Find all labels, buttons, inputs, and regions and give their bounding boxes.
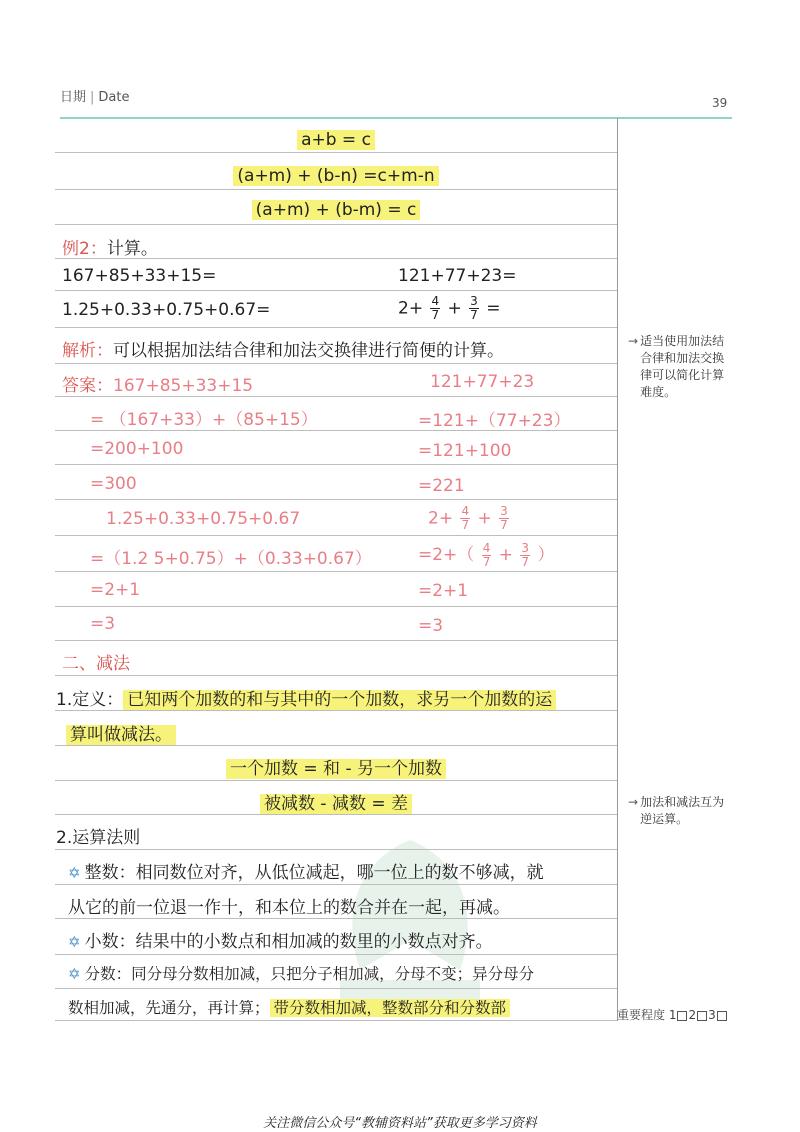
formula-2-text: (a+m) + (b-n) =c+m-n bbox=[233, 166, 438, 186]
answer-right-4: =221 bbox=[418, 476, 465, 496]
fraction-4-7 bbox=[460, 505, 470, 532]
ruled-line bbox=[55, 464, 617, 465]
side-note-1-text: 适当使用加法结合律和加法交换律可以简化计算难度。 bbox=[640, 334, 725, 399]
question-4 bbox=[398, 295, 500, 322]
rule-fraction-text-1: 分数：同分母分数相加减，只把分子相加减，分母不变；异分母分 bbox=[84, 965, 535, 983]
answer-left-7: =2+1 bbox=[90, 580, 141, 600]
answer-right-3: =121+100 bbox=[418, 441, 512, 461]
answer-label: 答案： bbox=[62, 376, 113, 396]
checkbox-icon[interactable] bbox=[677, 1011, 687, 1021]
divider: | bbox=[90, 90, 95, 105]
answer-left-8: =3 bbox=[90, 614, 116, 634]
ruled-line bbox=[55, 988, 617, 989]
fraction-numerator: 4 bbox=[482, 540, 491, 555]
answer-right-6 bbox=[418, 540, 554, 569]
fraction-numerator: 4 bbox=[431, 294, 440, 308]
fraction-denominator: 7 bbox=[470, 308, 478, 322]
page-number: 39 bbox=[712, 96, 728, 110]
ruled-line bbox=[55, 535, 617, 536]
fraction-numerator: 3 bbox=[470, 294, 478, 308]
fraction-3-7 bbox=[520, 542, 530, 569]
fraction-numerator: 4 bbox=[461, 504, 470, 518]
ruled-line bbox=[55, 745, 617, 746]
answer-line bbox=[62, 371, 253, 396]
ruled-line bbox=[55, 849, 617, 850]
ruled-line bbox=[55, 814, 617, 815]
date-label-en: Date bbox=[98, 90, 130, 105]
side-note-2-text: 加法和减法互为逆运算。 bbox=[640, 795, 725, 826]
subtraction-formula-2-text: 被减数 - 减数 = 差 bbox=[260, 794, 412, 814]
q4-plus: + bbox=[447, 298, 462, 319]
example-title bbox=[62, 234, 158, 259]
arrow-right-icon: → bbox=[628, 334, 639, 348]
definition-line-1 bbox=[56, 685, 556, 710]
analysis bbox=[62, 336, 504, 361]
question-2: 121+77+23= bbox=[398, 266, 517, 286]
rule-fraction-text-2a: 数相加减，先通分，再计算； bbox=[68, 999, 270, 1017]
side-note-2 bbox=[628, 794, 738, 828]
rule-integer-text-1: 整数：相同数位对齐，从低位减起，哪一位上的数不够减，就 bbox=[84, 863, 544, 883]
rule-fraction-line-1 bbox=[68, 962, 534, 984]
importance-3: 3 bbox=[708, 1008, 716, 1022]
answer-left-1: 167+85+33+15 bbox=[113, 376, 254, 396]
ruled-line bbox=[55, 780, 617, 781]
rule-fraction-line-2 bbox=[68, 996, 510, 1018]
answer-right-5 bbox=[428, 505, 511, 532]
subtraction-formula-1-text: 一个加数 = 和 - 另一个加数 bbox=[226, 759, 446, 779]
answer-right-7: =2+1 bbox=[418, 581, 469, 601]
answer-left-6: =（1.2 5+0.75）+（0.33+0.67） bbox=[90, 549, 372, 569]
rule-fraction-text-2b: 带分数相加减，整数部分和分数部 bbox=[270, 999, 511, 1017]
example-label: 例2： bbox=[62, 239, 107, 259]
answer-left-5: 1.25+0.33+0.75+0.67 bbox=[106, 509, 301, 529]
date-label-cn: 日期 bbox=[60, 90, 87, 105]
question-1: 167+85+33+15= bbox=[62, 266, 217, 286]
ruled-line bbox=[55, 606, 617, 607]
answer-right-1: 121+77+23 bbox=[430, 372, 535, 392]
ans6-plus: + bbox=[498, 545, 514, 565]
margin-divider bbox=[617, 118, 618, 1021]
ruled-line bbox=[55, 396, 617, 397]
ruled-line bbox=[55, 1020, 617, 1021]
subtraction-formula-2 bbox=[55, 789, 617, 814]
importance-2: 2 bbox=[688, 1008, 697, 1022]
ruled-line bbox=[55, 363, 617, 364]
ruled-line bbox=[55, 290, 617, 291]
formula-1-text: a+b = c bbox=[297, 130, 375, 150]
watermark-logo-icon bbox=[300, 820, 520, 1020]
ruled-line bbox=[55, 499, 617, 500]
rule-integer-line-1 bbox=[68, 858, 544, 883]
importance-rating bbox=[617, 1006, 728, 1023]
top-rule bbox=[60, 117, 732, 119]
formula-2 bbox=[55, 166, 617, 186]
fraction-denominator: 7 bbox=[461, 518, 470, 532]
answer-left-3: =200+100 bbox=[90, 439, 184, 459]
definition-label: 1.定义： bbox=[56, 690, 124, 710]
ruled-line bbox=[55, 224, 617, 225]
ans5-plus: + bbox=[477, 508, 492, 529]
checkbox-icon[interactable] bbox=[697, 1011, 707, 1021]
ruled-line bbox=[55, 675, 617, 676]
fraction-numerator: 3 bbox=[500, 504, 508, 518]
ruled-line bbox=[55, 189, 617, 190]
side-note-1 bbox=[628, 333, 738, 401]
q4-equals: = bbox=[486, 298, 501, 319]
answer-left-4: =300 bbox=[90, 474, 137, 494]
answer-right-2: =121+（77+23） bbox=[418, 411, 571, 431]
section-title: 二、减法 bbox=[62, 654, 130, 674]
ruled-line bbox=[55, 954, 617, 955]
answer-left-2: = （167+33）+（85+15） bbox=[90, 410, 318, 430]
definition-text-2: 算叫做减法。 bbox=[66, 725, 176, 745]
checkbox-icon[interactable] bbox=[717, 1011, 727, 1021]
date-header bbox=[60, 86, 129, 105]
formula-3 bbox=[55, 200, 617, 220]
fraction-denominator: 7 bbox=[431, 308, 440, 322]
rule-decimal-text: 小数：结果中的小数点和相加减的数里的小数点对齐。 bbox=[84, 932, 493, 952]
rule-decimal bbox=[68, 927, 493, 952]
ans6-suffix: ） bbox=[537, 545, 555, 565]
ans5-prefix: 2+ bbox=[428, 508, 454, 529]
importance-label: 重要程度 bbox=[617, 1008, 666, 1022]
ruled-line bbox=[55, 571, 617, 572]
ans6-prefix: =2+（ bbox=[418, 545, 475, 565]
fraction-3-7 bbox=[469, 295, 479, 322]
star-icon: ✡ bbox=[68, 864, 81, 882]
analysis-text: 可以根据加法结合律和加法交换律进行简便的计算。 bbox=[113, 341, 504, 361]
rule-integer-line-2: 从它的前一位退一作十，和本位上的数合并在一起，再减。 bbox=[68, 898, 510, 918]
fraction-numerator: 3 bbox=[521, 540, 530, 555]
subtraction-formula-1 bbox=[55, 754, 617, 779]
fraction-denominator: 7 bbox=[500, 518, 508, 532]
fraction-4-7 bbox=[482, 542, 492, 569]
ruled-line bbox=[55, 640, 617, 641]
answer-right-8: =3 bbox=[418, 616, 444, 636]
definition-text-1: 已知两个加数的和与其中的一个加数，求另一个加数的运 bbox=[123, 690, 556, 710]
importance-1: 1 bbox=[668, 1008, 677, 1022]
formula-3-text: (a+m) + (b-m) = c bbox=[252, 200, 421, 220]
star-icon: ✡ bbox=[68, 965, 81, 983]
rules-title: 2.运算法则 bbox=[56, 828, 141, 848]
ruled-line bbox=[55, 327, 617, 328]
ruled-line bbox=[55, 884, 617, 885]
ruled-line bbox=[55, 152, 617, 153]
star-icon: ✡ bbox=[68, 933, 81, 951]
fraction-4-7 bbox=[430, 295, 440, 322]
definition-line-2 bbox=[66, 720, 176, 745]
fraction-denominator: 7 bbox=[521, 554, 530, 569]
fraction-3-7 bbox=[499, 505, 509, 532]
question-3: 1.25+0.33+0.75+0.67= bbox=[62, 300, 271, 320]
example-title-text: 计算。 bbox=[106, 239, 158, 259]
q4-prefix: 2+ bbox=[398, 298, 424, 319]
arrow-right-icon: → bbox=[628, 795, 639, 809]
ruled-line bbox=[55, 918, 617, 919]
footer-text: 关注微信公众号“教辅资料站”获取更多学习资料 bbox=[263, 1116, 537, 1131]
fraction-denominator: 7 bbox=[482, 554, 491, 569]
formula-1 bbox=[55, 130, 617, 150]
analysis-label: 解析： bbox=[62, 341, 113, 361]
ruled-line bbox=[55, 710, 617, 711]
